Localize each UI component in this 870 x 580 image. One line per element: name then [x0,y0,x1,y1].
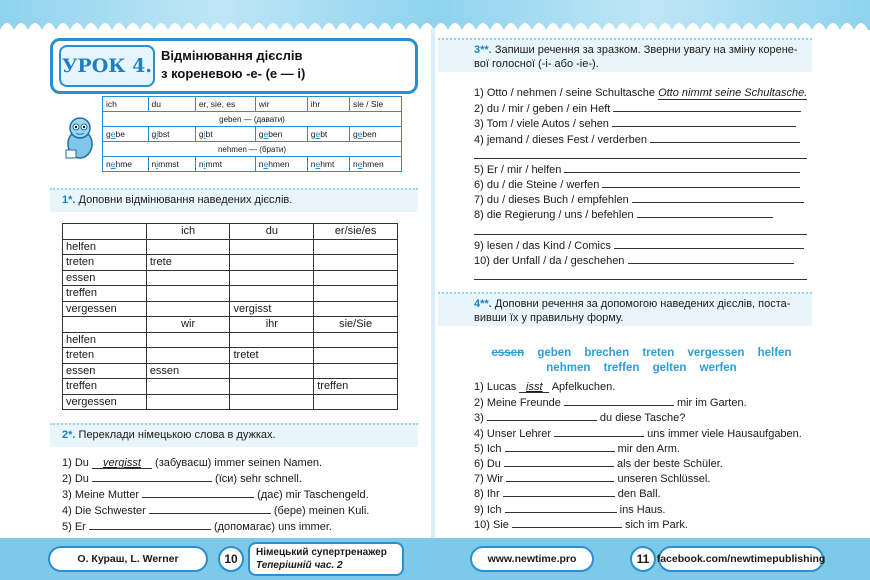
word-bank-item: helfen [757,347,792,359]
task3-list [474,86,807,283]
word-bank-item: brechen [584,347,630,359]
table-header-row: wir ihr sie/Sie [63,317,398,333]
list-item: 10) Sie sich im Park. [474,518,688,531]
task1-table [62,223,398,410]
answer-blank[interactable] [89,519,211,530]
answer-line[interactable] [474,223,807,235]
lesson-heading [161,47,411,83]
list-item: 1) Du vergisst (забуваєш) immer seinen Namen. [62,457,322,469]
answer-blank[interactable] [504,456,614,467]
answer-blank[interactable] [142,487,254,498]
list-item: 2) Meine Freunde mir im Garten. [474,397,747,410]
task3-instruction: 3**. Запиши речення за зразком. Зверни увагу на зміну корене- вої голосної (-i- або -ie-). [474,44,798,70]
lesson-title-frame [50,38,418,94]
conjugation-table [102,96,402,172]
list-item: 9) lesen / das Kind / Comics [474,238,807,253]
verb-form: gibst [148,127,195,142]
answer-blank[interactable] [602,177,800,188]
table-row: helfen [63,239,398,255]
pronoun-cell: sie / Sie [349,97,401,112]
answer-line[interactable] [474,268,807,280]
footer-bar [0,538,870,580]
lesson-heading-line1: Відмінювання дієслів [161,48,303,63]
lesson-badge: УРОК 4. [59,45,155,87]
word-bank-item: vergessen [687,347,745,359]
lesson-heading-line2: з кореневою -е- (е — і) [161,66,306,81]
verb-form: nimmt [195,157,255,172]
answer-blank[interactable] [512,517,622,528]
answer-blank[interactable] [612,116,796,127]
page-number-right: 11 [630,546,656,572]
table-row: helfen [63,332,398,348]
answer-blank[interactable] [92,471,212,482]
verb-form: nehmt [307,157,349,172]
pronoun-cell: du [148,97,195,112]
conjugation-reference [60,96,402,178]
authors-label: О. Кураш, L. Werner [48,546,208,572]
verb-form: gebt [307,127,349,142]
answer-blank[interactable] [632,192,804,203]
list-item: 8) Ihr den Ball. [474,488,661,501]
task4-instruction: 4**. Доповни речення за допомогою наведених дієслів, поста- вивши їх у правильну форму. [474,298,791,324]
answer-blank[interactable] [503,486,615,497]
list-item: 4) jemand / dieses Fest / verderben [474,132,807,147]
answer-blank[interactable] [564,395,674,406]
table-row: treten tretet [63,348,398,364]
pronoun-cell: ich [103,97,149,112]
wave-decoration-icon [0,16,870,30]
nehmen-forms-row [103,157,402,172]
list-item: 6) du / die Steine / werfen [474,177,807,192]
word-bank-item: nehmen [546,362,591,374]
task2-list [62,456,369,535]
word-bank-item: werfen [699,362,737,374]
verb-form: geben [255,127,307,142]
verb-form: gibt [195,127,255,142]
list-item: 10) der Unfall / da / geschehen [474,253,807,268]
table-row: essen [63,270,398,286]
verb-form: nehmen [349,157,401,172]
list-item: 5) Er / mir / helfen [474,162,807,177]
pronoun-cell: ihr [307,97,349,112]
list-item: 5) Ich mir den Arm. [474,442,680,455]
page-number-left: 10 [218,546,244,572]
word-bank-item: treffen [603,362,640,374]
list-item: 2) Du (їси) sehr schnell. [62,473,302,485]
answer-blank[interactable] [554,426,644,437]
answer-blank[interactable]: vergisst [92,456,152,469]
list-item: 2) du / mir / geben / ein Heft [474,101,807,116]
word-bank-item: gelten [652,362,687,374]
mascot-icon [60,114,100,162]
table-row: treffen [63,286,398,302]
facebook-link[interactable]: facebook.com/newtimepublishing [658,546,824,572]
answer-blank[interactable] [149,503,271,514]
task4-list [474,380,802,532]
verb-form: nimmst [148,157,195,172]
website-link[interactable]: www.newtime.pro [470,546,594,572]
verb-form: geben [349,127,401,142]
pronoun-cell: wir [255,97,307,112]
list-item: 3) Meine Mutter (дає) mir Taschengeld. [62,489,369,501]
top-decorative-band [0,0,870,30]
answer-blank[interactable] [564,162,800,173]
answer-line[interactable] [474,147,807,159]
answer-blank[interactable] [614,238,804,249]
word-bank-item: treten [642,347,675,359]
geben-forms-row [103,127,402,142]
word-bank-item: geben [537,347,572,359]
table-row: vergessen [63,394,398,410]
answer-blank[interactable] [505,441,615,452]
table-row: treten trete [63,255,398,271]
answer-blank[interactable] [613,101,801,112]
answer-blank[interactable] [505,502,617,513]
answer-blank[interactable] [637,207,773,218]
list-item: 1) Lucas isst Apfelkuchen. [474,381,616,393]
task1-instruction: 1*. Доповни відмінювання наведених дієслів. [62,194,293,206]
list-item: 9) Ich ins Haus. [474,503,666,516]
answer-blank[interactable] [628,253,794,264]
answer-blank[interactable] [487,410,597,421]
nehmen-label: nehmen — (брати) [103,142,402,157]
list-item: 5) Er (допомагає) uns immer. [62,521,332,533]
list-item: 7) Wir unseren Schlüssel. [474,473,711,486]
answer-blank[interactable] [506,471,614,482]
table-row: treffen treffen [63,379,398,395]
list-item: 6) Du als der beste Schüler. [474,457,723,470]
pronoun-cell: er, sie, es [195,97,255,112]
pronoun-row [103,97,402,112]
word-bank [474,346,809,376]
table-row: vergessen vergisst [63,301,398,317]
list-item: 1) Otto / nehmen / seine Schultasche Otto nimmt seine Schultasche. [474,87,808,99]
list-item: 4) Unser Lehrer uns immer viele Hausaufgaben. [474,427,802,440]
list-item: 3) Tom / viele Autos / sehen [474,116,807,131]
task2-instruction: 2*. Переклади німецькою слова в дужках. [62,429,276,441]
answer-blank[interactable]: isst [519,380,549,393]
book-title: Німецький супертренажер Теперішній час. 2 [248,542,404,576]
list-item: 3) du diese Tasche? [474,412,686,425]
table-header-row: ich du er/sie/es [63,224,398,240]
table-row: essen essen [63,363,398,379]
list-item: 8) die Regierung / uns / befehlen [474,207,807,222]
answer-blank[interactable] [650,132,800,143]
geben-label: geben — (давати) [103,112,402,127]
book-spine [431,28,435,538]
word-bank-item-crossed: essen [491,347,525,359]
verb-form: nehmen [255,157,307,172]
verb-form: nehme [103,157,149,172]
list-item: 7) du / dieses Buch / empfehlen [474,192,807,207]
verb-form: gebe [103,127,149,142]
answer-blank[interactable]: Otto nimmt seine Schultasche. [658,87,808,99]
list-item: 4) Die Schwester (бере) meinen Kuli. [62,505,370,517]
